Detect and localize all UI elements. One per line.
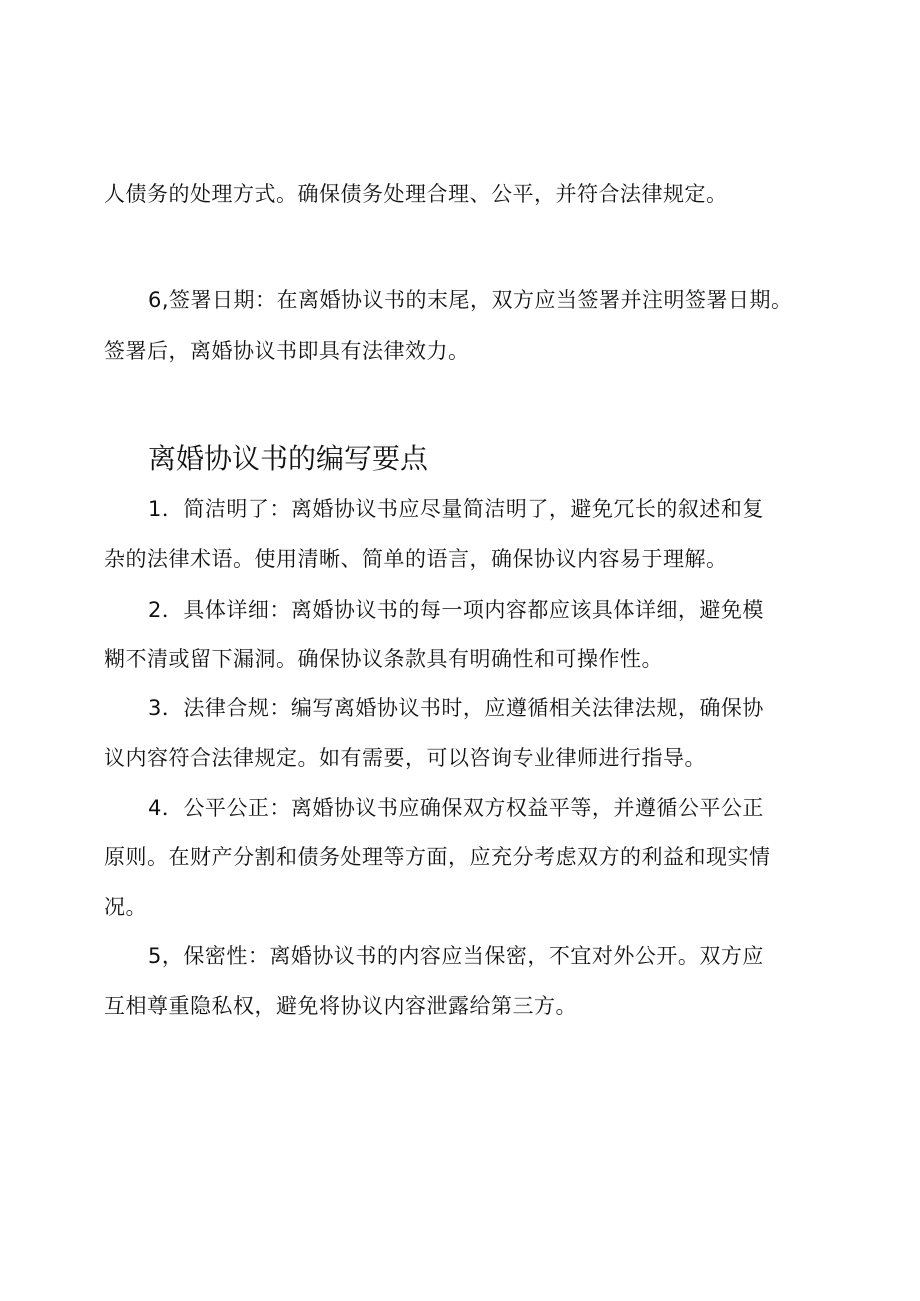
paragraph-line: 人债务的处理方式。确保债务处理合理、公平，并符合法律规定。 [104, 182, 728, 206]
list-item-line: 杂的法律术语。使用清晰、简单的语言，确保协议内容易于理解。 [104, 547, 728, 571]
list-item-line: 原则。在财产分割和债务处理等方面，应充分考虑双方的利益和现实情 [104, 845, 771, 869]
list-item-line: 互相尊重隐私权，避免将协议内容泄露给第三方。 [104, 994, 577, 1018]
paragraph-line: 6,签署日期：在离婚协议书的末尾，双方应当签署并注明签署日期。 [148, 288, 793, 312]
list-item-line: 1．简洁明了：离婚协议书应尽量简洁明了，避免冗长的叙述和复 [148, 497, 764, 521]
list-item-line: 4．公平公正：离婚协议书应确保双方权益平等，并遵循公平公正 [148, 796, 764, 820]
list-item-line: 糊不清或留下漏洞。确保协议条款具有明确性和可操作性。 [104, 647, 663, 671]
paragraph-line: 签署后，离婚协议书即具有法律效力。 [104, 339, 470, 363]
section-heading: 离婚协议书的编写要点 [148, 442, 429, 475]
list-item-line: 2．具体详细：离婚协议书的每一项内容都应该具体详细，避免模 [148, 598, 764, 622]
list-item-line: 况。 [104, 895, 147, 919]
list-item-line: 5，保密性：离婚协议书的内容应当保密，不宜对外公开。双方应 [148, 944, 764, 968]
list-item-line: 议内容符合法律规定。如有需要，可以咨询专业律师进行指导。 [104, 746, 706, 770]
list-item-line: 3．法律合规：编写离婚协议书时，应遵循相关法律法规，确保协 [148, 696, 764, 720]
